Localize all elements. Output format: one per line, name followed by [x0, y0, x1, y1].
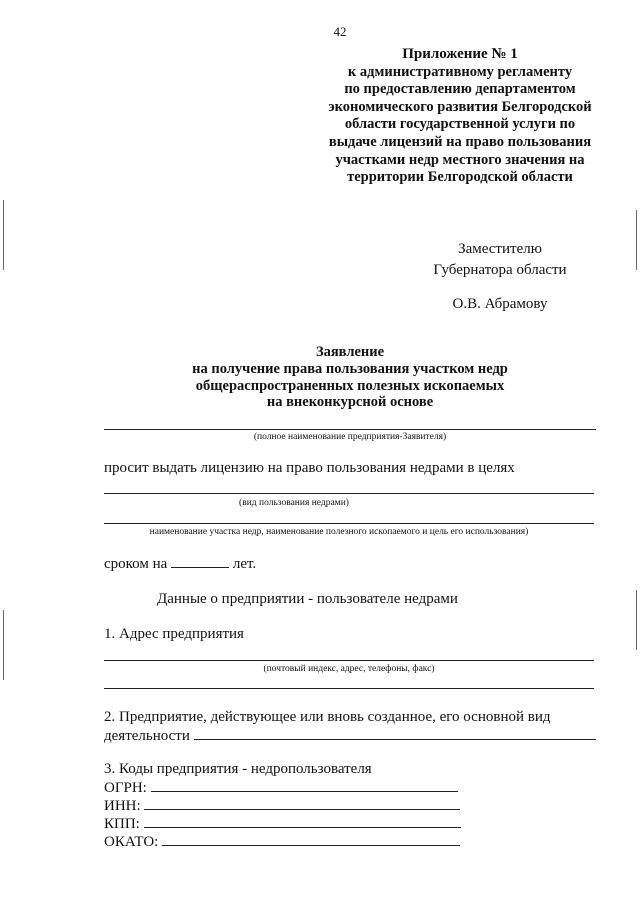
applicant-name-caption: (полное наименование предприятия-Заявителя): [253, 432, 447, 442]
appendix-line: экономического развития Белгородской: [328, 98, 592, 115]
address-field-2[interactable]: [104, 688, 594, 689]
inn-label: ИНН:: [104, 798, 141, 814]
term-prefix: сроком на: [104, 556, 168, 572]
okato-field[interactable]: [162, 831, 460, 846]
scan-edge-mark: [3, 610, 4, 680]
site-name-field[interactable]: [104, 523, 594, 524]
item-address-label: 1. Адрес предприятия: [104, 626, 244, 642]
inn-row: [104, 795, 460, 815]
usage-type-field[interactable]: [104, 493, 594, 494]
addressee-name: О.В. Абрамову: [452, 296, 548, 312]
appendix-line: к административному регламенту: [347, 63, 573, 80]
appendix-line: области государственной услуги по: [344, 116, 576, 133]
application-subtitle-line: на внеконкурсной основе: [266, 394, 434, 411]
activity-field[interactable]: [194, 725, 596, 740]
company-data-heading: Данные о предприятии - пользователе недрами: [157, 591, 458, 607]
appendix-title: Приложение № 1: [402, 46, 518, 62]
site-name-caption: наименование участка недр, наименование полезного ископаемого и цель его использования): [149, 527, 529, 537]
scan-edge-mark: [3, 200, 4, 270]
request-text: просит выдать лицензию на право пользования недрами в целях: [104, 460, 515, 476]
appendix-line: территории Белгородской области: [347, 169, 573, 186]
appendix-header: [300, 46, 620, 187]
item-activity-label: 2. Предприятие, действующее или вновь созданное, его основной вид: [104, 709, 551, 725]
application-title-block: [90, 344, 610, 411]
term-line: [104, 553, 256, 573]
address-caption: (почтовый индекс, адрес, телефоны, факс): [263, 664, 435, 674]
item-codes-label: 3. Коды предприятия - недропользователя: [104, 761, 372, 777]
kpp-label: КПП:: [104, 816, 140, 832]
inn-field[interactable]: [144, 795, 460, 810]
application-title: Заявление: [315, 344, 385, 360]
appendix-line: по предоставлению департаментом: [344, 81, 576, 98]
ogrn-field[interactable]: [151, 777, 458, 792]
addressee-position-2: Губернатора области: [433, 262, 567, 278]
scan-edge-mark: [636, 210, 637, 270]
scan-edge-mark: [636, 590, 637, 650]
item-activity-label-2: [104, 725, 596, 745]
usage-type-caption: (вид пользования недрами): [239, 498, 349, 508]
term-suffix: лет.: [232, 556, 257, 572]
okato-label: ОКАТО:: [104, 834, 159, 850]
address-field[interactable]: [104, 660, 594, 661]
application-subtitle-line: общераспространенных полезных ископаемых: [195, 377, 505, 394]
application-subtitle-line: на получение права пользования участком недр: [192, 360, 508, 377]
kpp-row: [104, 813, 461, 833]
appendix-line: выдаче лицензий на право пользования: [328, 133, 592, 150]
activity-label-cont: деятельности: [104, 728, 190, 744]
ogrn-row: [104, 777, 458, 797]
addressee-position: Заместителю: [458, 241, 542, 257]
kpp-field[interactable]: [144, 813, 461, 828]
page-number: 42: [333, 24, 347, 39]
applicant-name-field[interactable]: [104, 429, 596, 430]
okato-row: [104, 831, 460, 851]
ogrn-label: ОГРН:: [104, 780, 147, 796]
addressee-block: [380, 239, 620, 315]
appendix-line: участками недр местного значения на: [335, 151, 585, 168]
term-years-field[interactable]: [171, 553, 229, 568]
